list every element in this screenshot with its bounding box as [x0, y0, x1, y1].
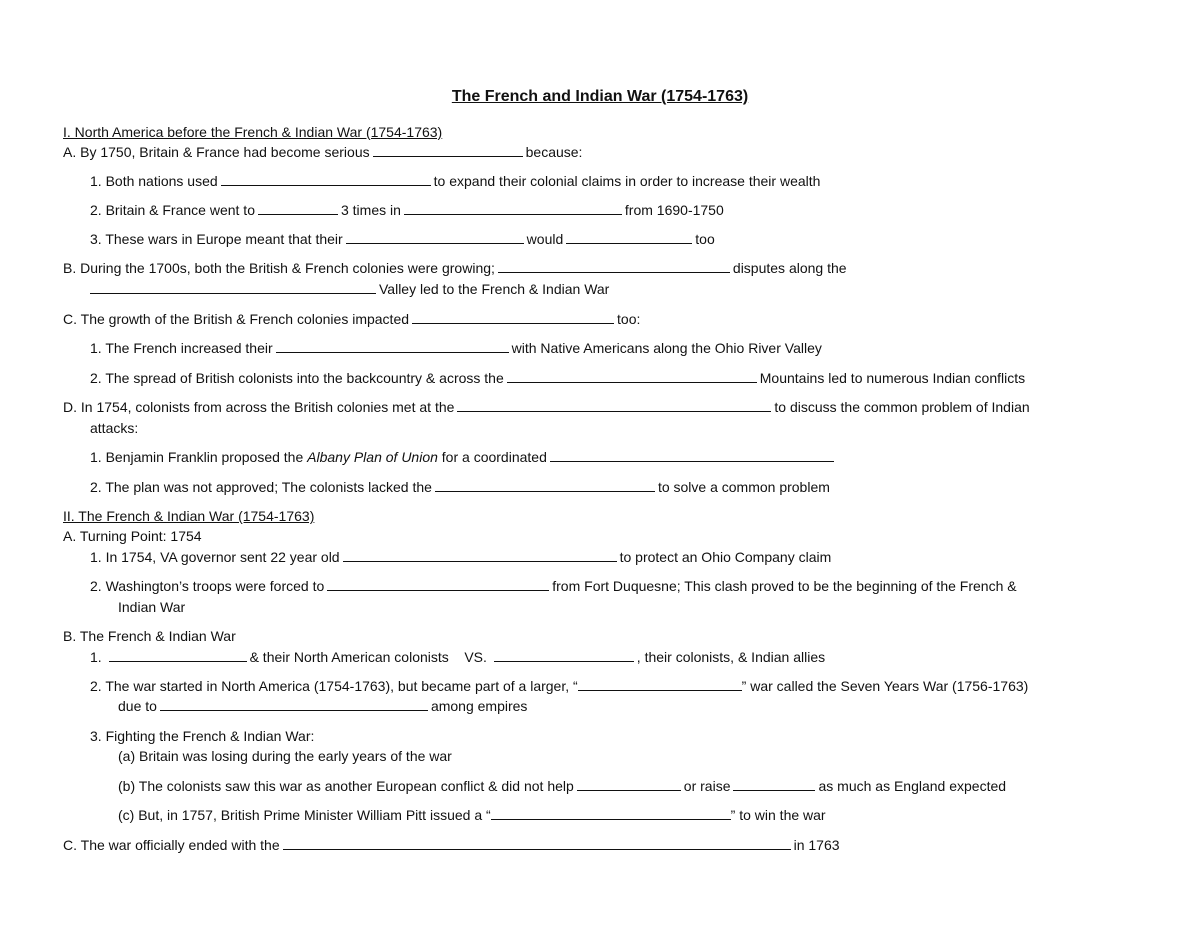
item-text: The French & Indian War — [79, 628, 236, 644]
item-text: By 1750, Britain & France had become serious — [80, 144, 370, 160]
item-2b2 — [90, 676, 1028, 696]
answer-blank[interactable] — [346, 229, 524, 244]
item-label: 1. — [90, 340, 102, 356]
answer-blank[interactable] — [258, 200, 338, 215]
answer-blank[interactable] — [160, 696, 428, 711]
answer-blank[interactable] — [566, 229, 692, 244]
item-text: Valley led to the French & Indian War — [379, 281, 610, 297]
answer-blank[interactable] — [373, 142, 523, 157]
item-label: 2. — [90, 678, 102, 694]
item-2b3 — [90, 726, 314, 746]
item-text: The colonists saw this war as another European conflict & did not help — [138, 778, 574, 794]
item-label: C. — [63, 311, 77, 327]
answer-blank[interactable] — [577, 776, 681, 791]
item-text: These wars in Europe meant that their — [105, 231, 343, 247]
answer-blank[interactable] — [494, 647, 634, 662]
item-label: 2. — [90, 370, 102, 386]
item-text: too: — [617, 311, 641, 327]
item-text: Turning Point: 1754 — [79, 528, 202, 544]
item-text: Mountains led to numerous Indian conflicts — [759, 370, 1026, 386]
answer-blank[interactable] — [550, 447, 834, 462]
item-1b — [63, 258, 847, 278]
item-2a1 — [90, 547, 831, 567]
answer-blank[interactable] — [90, 279, 376, 294]
answer-blank[interactable] — [435, 477, 655, 492]
item-label: 2. — [90, 578, 102, 594]
item-text: for a coordinated — [441, 449, 547, 465]
item-2b — [63, 626, 236, 646]
item-text: The war officially ended with the — [80, 837, 280, 853]
item-text: to protect an Ohio Company claim — [619, 549, 832, 565]
item-label: 1. — [90, 549, 102, 565]
answer-blank[interactable] — [491, 805, 731, 820]
item-label: (a) — [118, 748, 136, 764]
item-label: 1. — [90, 449, 102, 465]
item-text: During the 1700s, both the British & French colonies were growing; — [80, 260, 495, 276]
item-text: Fighting the French & Indian War: — [105, 728, 315, 744]
item-label: 3. — [90, 728, 102, 744]
item-text: because: — [525, 144, 583, 160]
answer-blank[interactable] — [498, 258, 730, 273]
section-2-heading: II. The French & Indian War (1754-1763) — [63, 508, 315, 524]
answer-blank[interactable] — [404, 200, 622, 215]
item-text: Washington’s troops were forced to — [105, 578, 325, 594]
item-1d-cont: attacks: — [90, 420, 139, 436]
item-text: would — [526, 231, 564, 247]
item-label: 2. — [90, 202, 102, 218]
item-2b3a — [118, 746, 452, 766]
item-1c2 — [90, 368, 1025, 388]
section-1-heading: I. North America before the French & Indian War (1754-1763) — [63, 124, 443, 140]
item-text: The spread of British colonists into the backcountry & across the — [105, 370, 504, 386]
item-text: as much as England expected — [818, 778, 1007, 794]
item-2b3b — [118, 776, 1006, 796]
item-text: due to — [118, 698, 157, 714]
item-text: to discuss the common problem of Indian — [774, 399, 1030, 415]
item-text: ” to win the war — [730, 807, 826, 823]
item-text: to solve a common problem — [657, 479, 830, 495]
item-text: Benjamin Franklin proposed the — [105, 449, 304, 465]
item-label: 1. — [90, 649, 102, 665]
item-text: disputes along the — [732, 260, 847, 276]
answer-blank[interactable] — [109, 647, 247, 662]
item-1d1 — [90, 447, 837, 467]
item-1a — [63, 142, 582, 162]
item-text: in 1763 — [793, 837, 840, 853]
answer-blank[interactable] — [457, 397, 771, 412]
item-text: Britain & France went to — [105, 202, 255, 218]
item-text: among empires — [430, 698, 528, 714]
item-1d2 — [90, 477, 830, 497]
item-text: The growth of the British & French colonies impacted — [80, 311, 410, 327]
answer-blank[interactable] — [221, 171, 431, 186]
item-label: 3. — [90, 231, 102, 247]
plan-name: Albany Plan of Union — [307, 449, 438, 465]
item-label: (c) — [118, 807, 135, 823]
item-text: Both nations used — [105, 173, 218, 189]
item-text: & their North American colonists VS. — [249, 649, 487, 665]
item-text: from 1690-1750 — [624, 202, 724, 218]
answer-blank[interactable] — [733, 776, 815, 791]
item-text: too — [695, 231, 715, 247]
item-1a2 — [90, 200, 724, 220]
answer-blank[interactable] — [283, 835, 791, 850]
item-text: ” war called the Seven Years War (1756-1763) — [741, 678, 1029, 694]
item-2b2-cont — [118, 696, 527, 716]
item-label: A. — [63, 144, 77, 160]
item-1a1 — [90, 171, 820, 191]
item-text: 3 times in — [340, 202, 401, 218]
item-text: In 1754, colonists from across the British colonies met at the — [80, 399, 455, 415]
item-label: B. — [63, 260, 77, 276]
answer-blank[interactable] — [327, 576, 549, 591]
answer-blank[interactable] — [412, 309, 614, 324]
item-text: or raise — [683, 778, 731, 794]
item-2b1 — [90, 647, 825, 667]
item-1c — [63, 309, 640, 329]
item-2a2-cont: Indian War — [118, 599, 186, 615]
item-1b-cont — [90, 279, 609, 299]
item-text: The war started in North America (1754-1763), but became part of a larger, “ — [105, 678, 578, 694]
item-label: 1. — [90, 173, 102, 189]
item-2a2 — [90, 576, 1017, 596]
answer-blank[interactable] — [578, 676, 742, 691]
answer-blank[interactable] — [507, 368, 757, 383]
item-text: The plan was not approved; The colonists lacked the — [105, 479, 432, 495]
item-label: D. — [63, 399, 77, 415]
page-title: The French and Indian War (1754-1763) — [451, 88, 749, 105]
item-2a — [63, 526, 202, 546]
item-1d — [63, 397, 1030, 417]
answer-blank[interactable] — [276, 338, 509, 353]
item-2b3c — [118, 805, 826, 825]
item-label: 2. — [90, 479, 102, 495]
item-text: Britain was losing during the early years of the war — [139, 748, 452, 764]
item-label: (b) — [118, 778, 136, 794]
item-text: But, in 1757, British Prime Minister William Pitt issued a “ — [138, 807, 491, 823]
item-text: The French increased their — [105, 340, 273, 356]
answer-blank[interactable] — [343, 547, 617, 562]
item-text: with Native Americans along the Ohio River Valley — [511, 340, 822, 356]
item-text: to expand their colonial claims in order to increase their wealth — [433, 173, 821, 189]
item-1a3 — [90, 229, 715, 249]
item-label: C. — [63, 837, 77, 853]
item-text: from Fort Duquesne; This clash proved to be the beginning of the French & — [552, 578, 1017, 594]
item-text: , their colonists, & Indian allies — [636, 649, 826, 665]
item-label: A. — [63, 528, 77, 544]
item-2c — [63, 835, 840, 855]
item-label: B. — [63, 628, 77, 644]
item-text: In 1754, VA governor sent 22 year old — [105, 549, 340, 565]
item-1c1 — [90, 338, 822, 358]
